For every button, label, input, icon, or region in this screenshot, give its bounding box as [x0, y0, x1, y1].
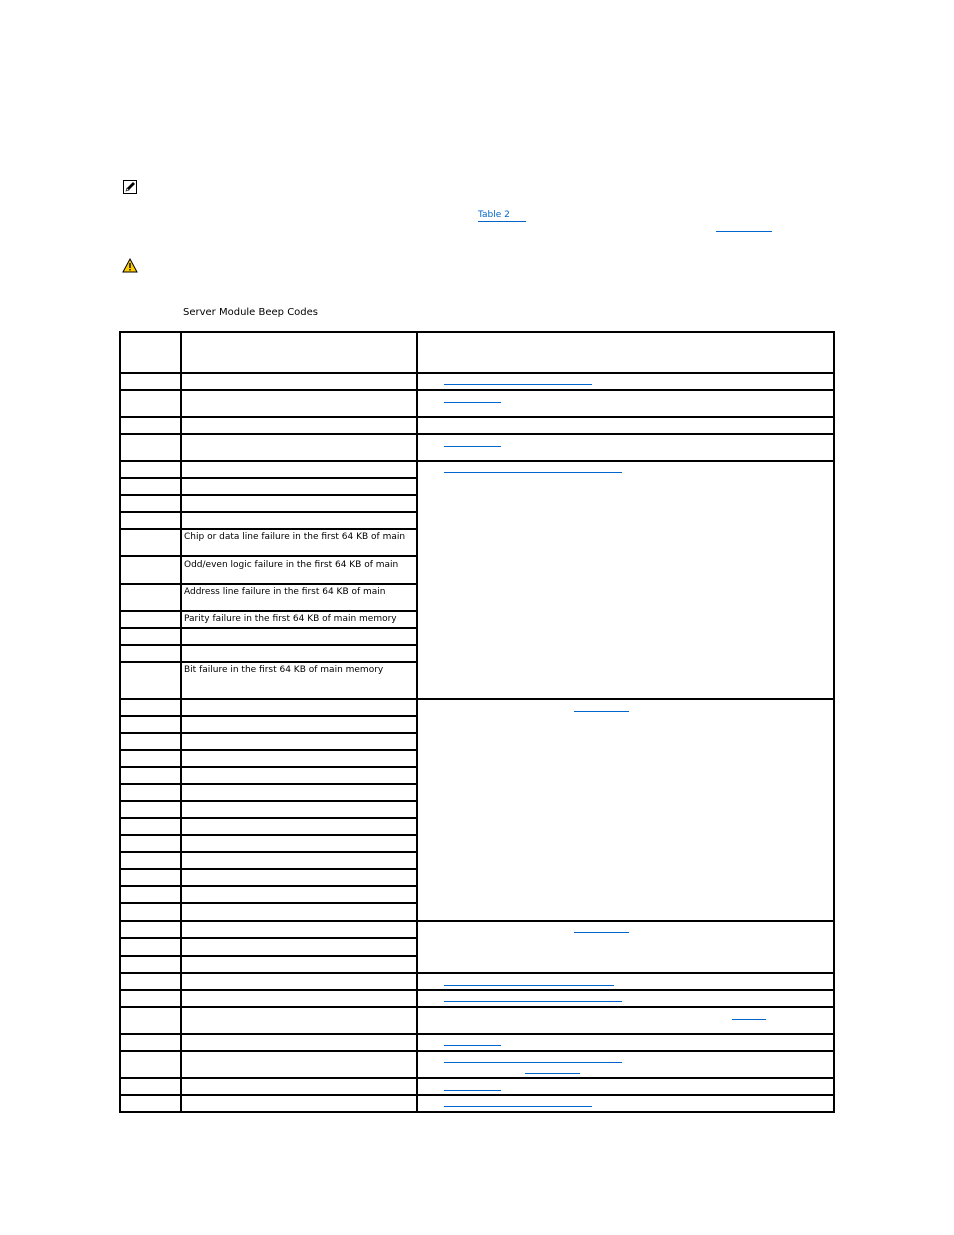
- reference-link[interactable]: [525, 1073, 580, 1074]
- table-row-border: [119, 1111, 835, 1113]
- table-column-border: [180, 331, 182, 1113]
- table-2-link-underline: [478, 221, 526, 222]
- table-caption: Server Module Beep Codes: [183, 307, 319, 318]
- table-cell: Odd/even logic failure in the first 64 KB of main: [184, 560, 399, 570]
- table-row-border: [119, 372, 835, 374]
- table-row-border: [119, 416, 835, 418]
- table-row-border: [119, 1050, 835, 1052]
- table-column-border: [833, 331, 835, 1113]
- reference-link[interactable]: [444, 402, 501, 403]
- table-row-border: [119, 749, 418, 751]
- table-row-border: [119, 511, 418, 513]
- table-row-border: [119, 834, 418, 836]
- table-row-border: [119, 331, 835, 333]
- reference-link[interactable]: [716, 231, 772, 232]
- table-2-link[interactable]: Table 2: [478, 210, 510, 220]
- table-row-border: [119, 1077, 835, 1079]
- table-row-border: [119, 494, 418, 496]
- table-row-border: [119, 555, 418, 557]
- reference-link[interactable]: [444, 1062, 622, 1063]
- table-row-border: [119, 902, 418, 904]
- table-row-border: [119, 1094, 835, 1096]
- caution-triangle-icon: [122, 258, 138, 273]
- table-row-border: [119, 1006, 835, 1008]
- table-row-border: [119, 583, 418, 585]
- table-row-border: [119, 972, 835, 974]
- reference-link[interactable]: [732, 1019, 766, 1020]
- table-row-border: [119, 851, 418, 853]
- reference-link[interactable]: [444, 1106, 592, 1107]
- table-row-border: [119, 644, 418, 646]
- table-row-border: [119, 1033, 835, 1035]
- table-row-border: [119, 477, 418, 479]
- table-row-border: [119, 433, 835, 435]
- table-row-border: [119, 698, 835, 700]
- table-row-border: [119, 389, 835, 391]
- table-row-border: [119, 715, 418, 717]
- reference-link[interactable]: [444, 446, 501, 447]
- table-row-border: [119, 868, 418, 870]
- reference-link[interactable]: [444, 985, 614, 986]
- table-row-border: [119, 800, 418, 802]
- table-row-border: [119, 766, 418, 768]
- note-pencil-icon: [123, 180, 137, 194]
- reference-link[interactable]: [444, 1001, 622, 1002]
- table-row-border: [119, 989, 835, 991]
- table-row-border: [119, 610, 418, 612]
- table-cell: Address line failure in the first 64 KB of main: [184, 587, 386, 597]
- table-column-border: [119, 331, 121, 1113]
- reference-link[interactable]: [444, 384, 592, 385]
- table-row-border: [119, 937, 418, 939]
- reference-link[interactable]: [444, 1045, 501, 1046]
- table-row-border: [119, 528, 418, 530]
- table-row-border: [119, 661, 418, 663]
- table-row-border: [119, 783, 418, 785]
- reference-link[interactable]: [444, 1090, 501, 1091]
- table-row-border: [119, 885, 418, 887]
- table-row-border: [119, 817, 418, 819]
- table-cell: Bit failure in the first 64 KB of main memory: [184, 665, 384, 675]
- table-row-border: [119, 460, 835, 462]
- table-cell: Parity failure in the first 64 KB of main memory: [184, 614, 397, 624]
- table-row-border: [119, 732, 418, 734]
- reference-link[interactable]: [444, 472, 622, 473]
- table-row-border: [119, 920, 835, 922]
- table-row-border: [119, 627, 418, 629]
- table-column-border: [416, 331, 418, 1113]
- table-row-border: [119, 955, 418, 957]
- reference-link[interactable]: [574, 932, 629, 933]
- reference-link[interactable]: [574, 711, 629, 712]
- table-cell: Chip or data line failure in the first 64 KB of main: [184, 532, 406, 542]
